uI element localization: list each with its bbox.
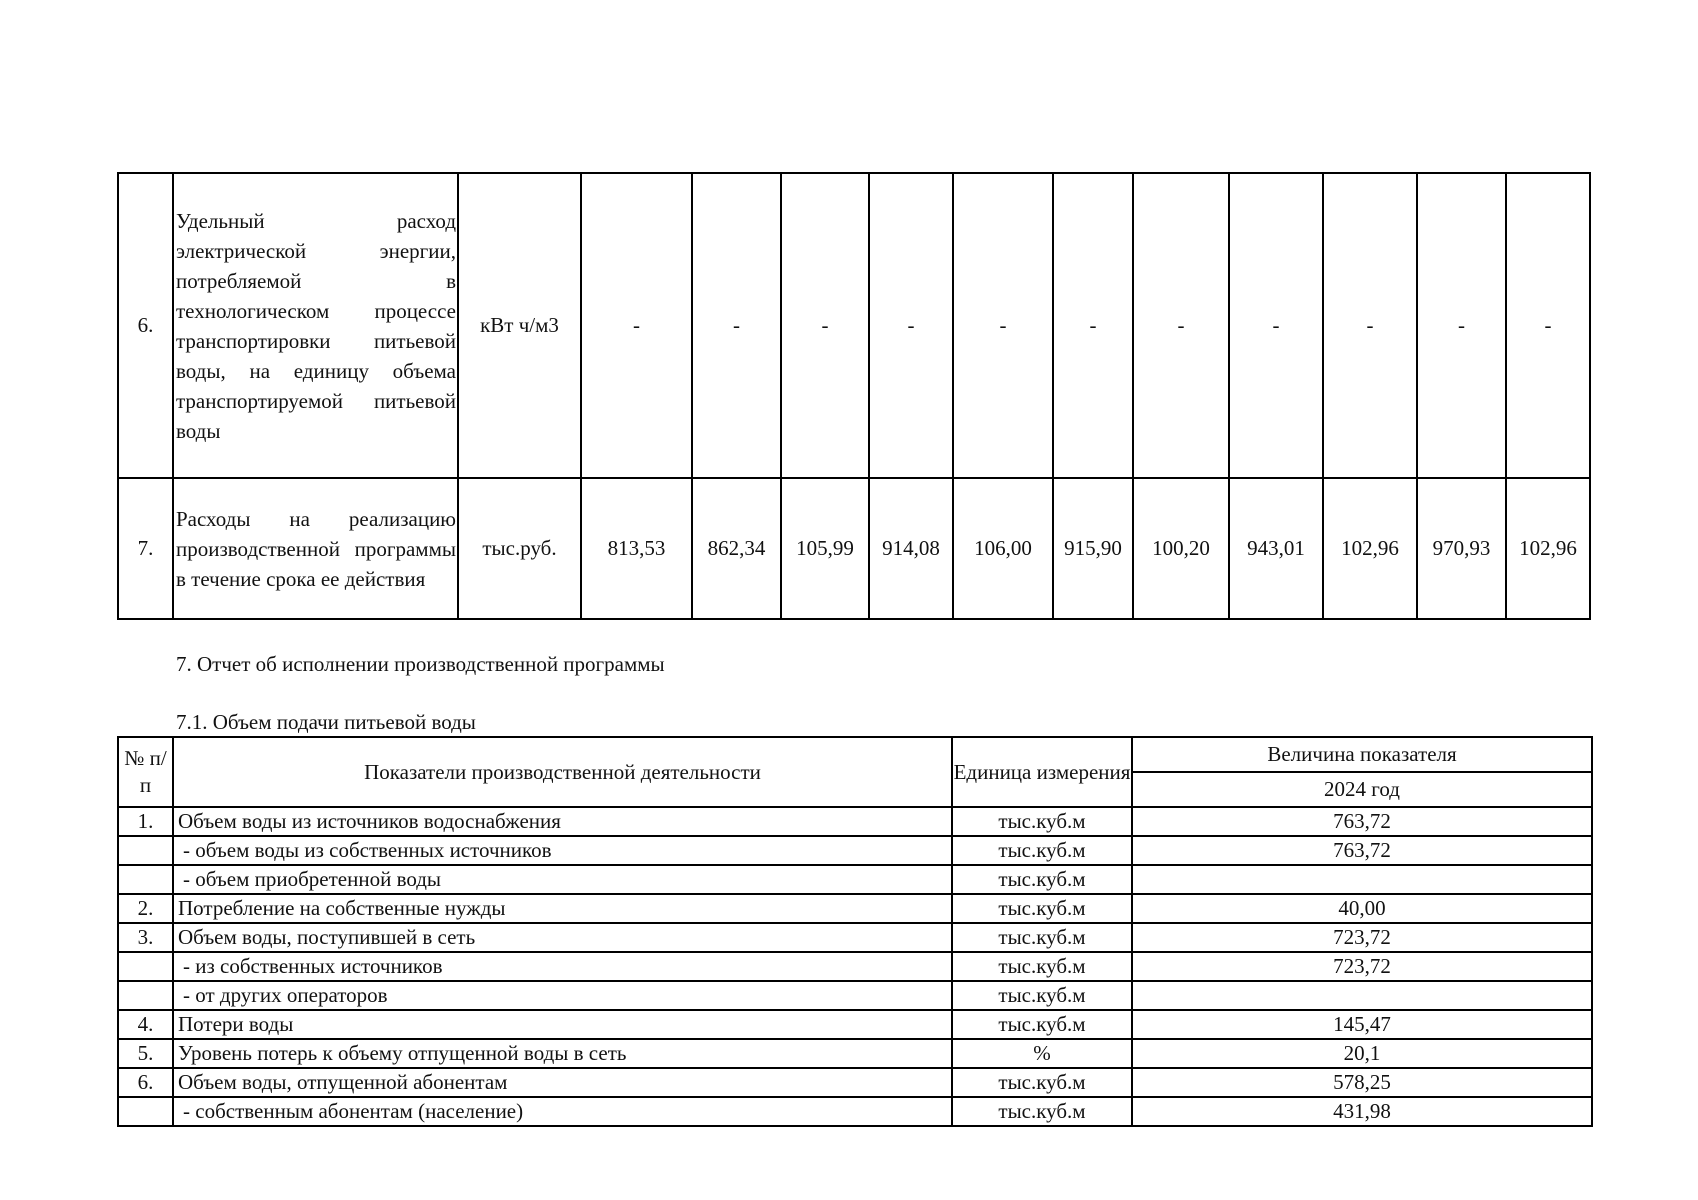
- header-unit: Единица измерения: [952, 737, 1132, 807]
- row-unit: тыс.куб.м: [952, 981, 1132, 1010]
- table-row: [118, 478, 1590, 619]
- row-unit: тыс.куб.м: [952, 1097, 1132, 1126]
- row-unit: тыс.куб.м: [952, 807, 1132, 836]
- row-value: 723,72: [1132, 923, 1592, 952]
- header-num: № п/п: [118, 737, 173, 807]
- value-cell: -: [692, 173, 781, 478]
- value-cell: -: [1229, 173, 1323, 478]
- row-value: [1132, 981, 1592, 1010]
- row-number: [118, 836, 173, 865]
- row-unit: кВт ч/м3: [458, 173, 581, 478]
- row-number: 3.: [118, 923, 173, 952]
- row-value: 763,72: [1132, 807, 1592, 836]
- header-year: 2024 год: [1132, 772, 1592, 807]
- value-cell: -: [781, 173, 869, 478]
- row-value: 578,25: [1132, 1068, 1592, 1097]
- row-number: 7.: [118, 478, 173, 619]
- row-number: [118, 865, 173, 894]
- row-unit: тыс.куб.м: [952, 894, 1132, 923]
- value-cell: 813,53: [581, 478, 692, 619]
- table-row: [118, 807, 1592, 836]
- value-cell: 105,99: [781, 478, 869, 619]
- value-cell: 100,20: [1133, 478, 1229, 619]
- row-value: [1132, 865, 1592, 894]
- table-row: [118, 923, 1592, 952]
- value-cell: -: [953, 173, 1053, 478]
- row-number: 6.: [118, 1068, 173, 1097]
- row-unit: тыс.куб.м: [952, 836, 1132, 865]
- row-label: - собственным абонентам (население): [173, 1097, 952, 1126]
- value-cell: 914,08: [869, 478, 953, 619]
- row-value: 763,72: [1132, 836, 1592, 865]
- row-unit: тыс.куб.м: [952, 923, 1132, 952]
- row-unit: тыс.куб.м: [952, 1010, 1132, 1039]
- row-number: 2.: [118, 894, 173, 923]
- row-unit: %: [952, 1039, 1132, 1068]
- row-label: Уровень потерь к объему отпущенной воды в сеть: [173, 1039, 952, 1068]
- row-unit: тыс.руб.: [458, 478, 581, 619]
- row-number: [118, 952, 173, 981]
- value-cell: -: [1506, 173, 1590, 478]
- subsection-title: 7.1. Объем подачи питьевой воды: [176, 710, 476, 734]
- row-label: - из собственных источников: [173, 952, 952, 981]
- table-row: [118, 894, 1592, 923]
- value-cell: -: [1323, 173, 1417, 478]
- row-number: [118, 1097, 173, 1126]
- row-number: 1.: [118, 807, 173, 836]
- row-unit: тыс.куб.м: [952, 952, 1132, 981]
- row-description: Расходы на реализацию производственной программы в течение срока ее действия: [173, 478, 458, 619]
- row-label: Объем воды, поступившей в сеть: [173, 923, 952, 952]
- table-row: [118, 1068, 1592, 1097]
- table-row: [118, 836, 1592, 865]
- table-row: [118, 173, 1590, 478]
- row-number: 4.: [118, 1010, 173, 1039]
- row-number: 5.: [118, 1039, 173, 1068]
- value-cell: -: [1053, 173, 1133, 478]
- row-value: 723,72: [1132, 952, 1592, 981]
- section-title: 7. Отчет об исполнении производственной программы: [176, 652, 665, 676]
- value-cell: -: [869, 173, 953, 478]
- row-value: 431,98: [1132, 1097, 1592, 1126]
- row-number: 6.: [118, 173, 173, 478]
- row-label: Объем воды из источников водоснабжения: [173, 807, 952, 836]
- value-cell: 915,90: [1053, 478, 1133, 619]
- value-cell: -: [1133, 173, 1229, 478]
- value-cell: -: [1417, 173, 1506, 478]
- table-row: [118, 1097, 1592, 1126]
- value-cell: 970,93: [1417, 478, 1506, 619]
- row-number: [118, 981, 173, 1010]
- value-cell: 862,34: [692, 478, 781, 619]
- value-cell: 102,96: [1323, 478, 1417, 619]
- value-cell: 106,00: [953, 478, 1053, 619]
- value-cell: -: [581, 173, 692, 478]
- row-value: 40,00: [1132, 894, 1592, 923]
- header-indicator: Показатели производственной деятельности: [173, 737, 952, 807]
- row-label: - объем приобретенной воды: [173, 865, 952, 894]
- table-row: [118, 952, 1592, 981]
- row-label: Объем воды, отпущенной абонентам: [173, 1068, 952, 1097]
- row-unit: тыс.куб.м: [952, 1068, 1132, 1097]
- row-value: 20,1: [1132, 1039, 1592, 1068]
- table-row: [118, 1039, 1592, 1068]
- row-label: - от других операторов: [173, 981, 952, 1010]
- table-row: [118, 865, 1592, 894]
- row-value: 145,47: [1132, 1010, 1592, 1039]
- row-label: - объем воды из собственных источников: [173, 836, 952, 865]
- water-supply-table: [117, 736, 1593, 1127]
- row-description: Удельный расход электрической энергии, потребляемой в технологическом процессе транспортировки питьевой воды, на единицу объема транспортируемой питьевой воды: [173, 173, 458, 478]
- table-row: [118, 1010, 1592, 1039]
- row-label: Потери воды: [173, 1010, 952, 1039]
- value-cell: 943,01: [1229, 478, 1323, 619]
- indicators-table: [117, 172, 1591, 620]
- row-unit: тыс.куб.м: [952, 865, 1132, 894]
- row-label: Потребление на собственные нужды: [173, 894, 952, 923]
- table-row: [118, 981, 1592, 1010]
- value-cell: 102,96: [1506, 478, 1590, 619]
- header-value-group: Величина показателя: [1132, 737, 1592, 772]
